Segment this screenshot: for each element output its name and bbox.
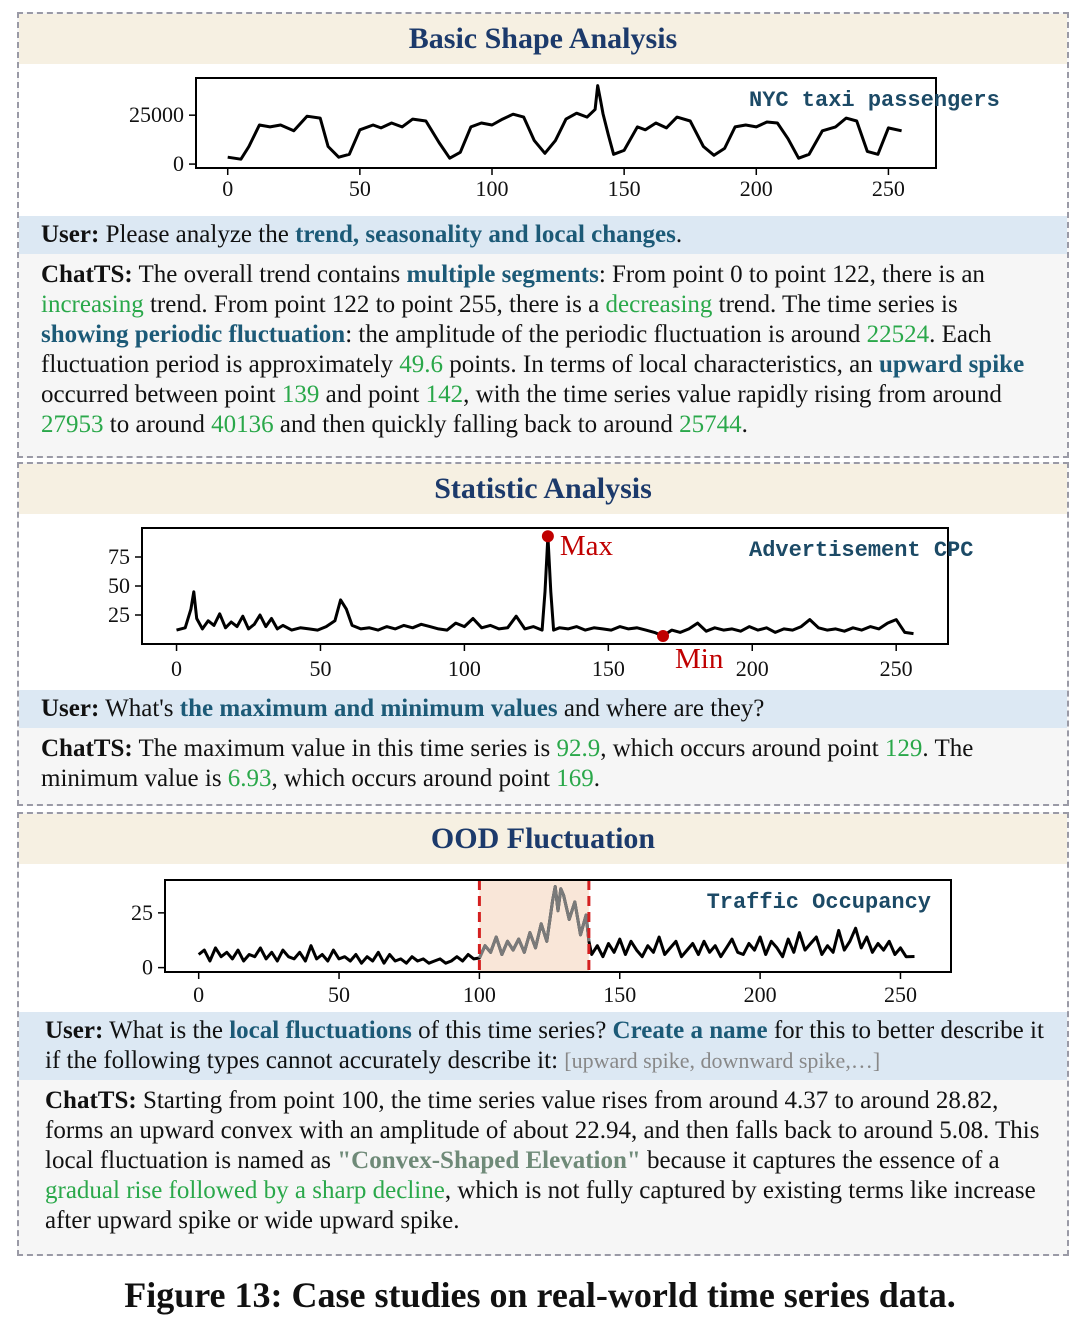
- y-tick-label: 50: [108, 573, 130, 598]
- text: , which is not fully captured by existing terms like increase after upward spike or wide upward spike.: [45, 1177, 1036, 1234]
- panel-title: OOD Fluctuation: [19, 814, 1067, 864]
- highlight: showing periodic fluctuation: [41, 321, 346, 348]
- x-tick-label: 100: [475, 176, 509, 201]
- text: , which occurs around point: [271, 765, 557, 792]
- highlight: upward spike: [878, 351, 1025, 378]
- number: 27953: [41, 411, 104, 438]
- user-label: User:: [41, 221, 100, 248]
- text: , with the time series value rapidly rising from around: [463, 381, 1002, 408]
- panel-title: Basic Shape Analysis: [19, 14, 1067, 64]
- line-chart-nyc-taxi: [19, 64, 1067, 216]
- text: . Each fluctuation period is approximately: [41, 321, 992, 378]
- x-tick-label: 0: [222, 176, 234, 201]
- text: .: [741, 411, 748, 438]
- chart-title: NYC taxi passengers: [749, 88, 1000, 113]
- number: 49.6: [399, 351, 443, 378]
- text: .: [593, 765, 600, 792]
- text: to around: [103, 411, 212, 438]
- x-tick-label: 150: [591, 656, 625, 681]
- x-tick-label: 200: [739, 176, 773, 201]
- y-tick-label: 25: [108, 602, 130, 627]
- number: 92.9: [556, 735, 601, 762]
- x-tick-label: 250: [883, 982, 917, 1007]
- x-tick-label: 50: [348, 176, 371, 201]
- fluctuation-name: "Convex-Shaped Elevation": [337, 1147, 641, 1174]
- user-message: [19, 216, 1067, 254]
- number: 139: [281, 381, 320, 408]
- x-tick-label: 100: [447, 656, 481, 681]
- chart-container: [19, 64, 1067, 216]
- line-chart-traffic: [19, 864, 1067, 1012]
- x-tick-label: 50: [309, 656, 332, 681]
- y-tick-label: 25000: [129, 102, 184, 128]
- chart-container: [19, 864, 1067, 1012]
- text: of this time series?: [411, 1017, 613, 1044]
- text: , which occurs around point: [600, 735, 885, 762]
- text: because it captures the essence of a: [640, 1147, 1000, 1174]
- panel-basic-shape: [17, 12, 1069, 458]
- number: 142: [425, 381, 464, 408]
- type-list: [upward spike, downward spike,…]: [564, 1048, 881, 1073]
- chatts-label: ChatTS:: [41, 735, 133, 762]
- annotation-label-max: Max: [559, 530, 614, 563]
- text: : From point 0 to point 122, there is an: [598, 261, 985, 288]
- highlight-region: [479, 880, 588, 972]
- chatts-response: [19, 1080, 1067, 1242]
- text: Please analyze the: [105, 221, 296, 248]
- highlight: local fluctuations: [229, 1017, 412, 1044]
- x-tick-label: 0: [171, 656, 183, 681]
- panel-title: Statistic Analysis: [19, 464, 1067, 514]
- text: for this to better describe it if the following types cannot accurately describe it:: [45, 1017, 1044, 1074]
- number: 25744: [679, 411, 742, 438]
- x-tick-label: 250: [879, 656, 913, 681]
- number: 129: [884, 735, 923, 762]
- user-label: User:: [41, 695, 100, 722]
- chatts-response: [19, 254, 1067, 446]
- chart-title: Traffic Occupancy: [706, 890, 931, 915]
- text: points. In terms of local characteristics, an: [443, 351, 879, 378]
- figure-caption: Figure 13: Case studies on real-world time series data.: [124, 1275, 956, 1315]
- number: 6.93: [227, 765, 272, 792]
- text: What is the: [109, 1017, 230, 1044]
- annotation-marker-min: [657, 630, 669, 642]
- user-message: [19, 1012, 1067, 1080]
- panel-ood-fluctuation: [17, 812, 1069, 1256]
- text: What's: [105, 695, 180, 722]
- annotation-label-min: Min: [675, 642, 724, 675]
- text: The overall trend contains: [138, 261, 407, 288]
- text: trend. From point 122 to point 255, there is a: [143, 291, 606, 318]
- x-tick-label: 50: [328, 982, 351, 1007]
- highlight: multiple segments: [406, 261, 599, 288]
- annotation-marker-max: [542, 530, 554, 542]
- y-tick-label: 25: [131, 899, 153, 925]
- green-term: increasing: [41, 291, 144, 318]
- chatts-response: [19, 728, 1067, 800]
- y-tick-label: 75: [108, 544, 130, 569]
- y-tick-label: 0: [142, 954, 153, 980]
- text: .: [675, 221, 683, 248]
- y-tick-label: 0: [173, 151, 184, 177]
- text: and then quickly falling back to around: [273, 411, 680, 438]
- text: The maximum value in this time series is: [138, 735, 557, 762]
- user-message: [19, 690, 1067, 728]
- x-tick-label: 100: [462, 982, 496, 1007]
- highlight: trend, seasonality and local changes: [295, 221, 676, 248]
- text: and point: [319, 381, 426, 408]
- user-label: User:: [45, 1017, 104, 1044]
- x-tick-label: 150: [607, 176, 641, 201]
- chatts-label: ChatTS:: [41, 261, 133, 288]
- x-tick-label: 150: [603, 982, 637, 1007]
- chatts-label: ChatTS:: [45, 1087, 137, 1114]
- text: occurred between point: [41, 381, 282, 408]
- x-tick-label: 0: [193, 982, 205, 1007]
- chart-title: Advertisement CPC: [749, 538, 974, 563]
- number: 22524: [866, 321, 930, 348]
- x-tick-label: 200: [735, 656, 769, 681]
- x-tick-label: 250: [871, 176, 905, 201]
- text: . The minimum value is: [41, 735, 974, 792]
- number: 169: [556, 765, 594, 792]
- text: Starting from point 100, the time series value rises from around 4.37 to around 28.82, forms an upward convex with an amplitude of about 22.94, and then falls back to around 5.08. This local fluctuation is named as: [45, 1087, 1040, 1174]
- highlight: the maximum and minimum values: [179, 695, 558, 722]
- text: and where are they?: [557, 695, 765, 722]
- number: 40136: [211, 411, 274, 438]
- x-tick-label: 200: [743, 982, 777, 1007]
- chart-container: [19, 514, 1067, 690]
- text: trend. The time series is: [712, 291, 958, 318]
- panel-statistic: [17, 462, 1069, 806]
- green-term: gradual rise followed by a sharp decline: [45, 1177, 445, 1204]
- green-term: decreasing: [605, 291, 713, 318]
- text: : the amplitude of the periodic fluctuation is around: [345, 321, 867, 348]
- line-chart-ad-cpc: [19, 514, 1067, 690]
- highlight: Create a name: [612, 1017, 768, 1044]
